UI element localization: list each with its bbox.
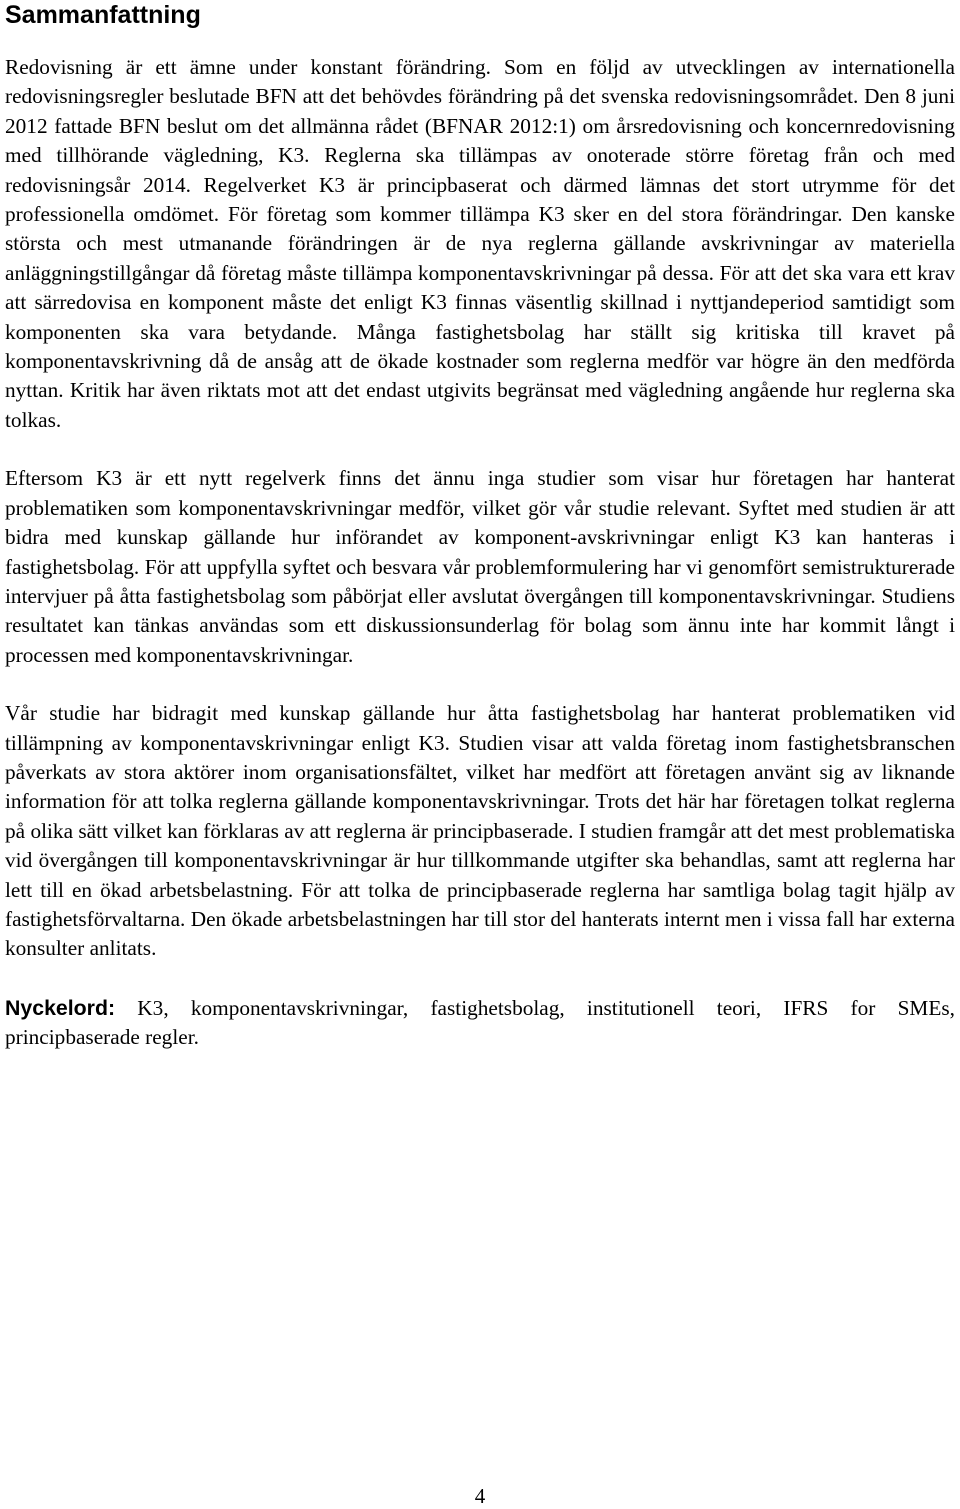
section-heading: Sammanfattning (5, 1, 201, 29)
paragraph-3: Vår studie har bidragit med kunskap gällande hur åtta fastighetsbolag har hanterat problematiken vid tillämpning av komponentavskrivningar enligt K3. Studien visar att valda företag inom fastighetsbranschen påverkats av stora aktörer inom organisationsfältet, vilket har medfört att företagen använt sig av liknande information för att tolka reglerna gällande komponentavskrivningar. Trots det här har företagen tolkat reglerna på olika sätt vilket kan förklaras av att reglerna är principbaserade. I studien framgår att det mest problematiska vid övergången till komponentavskrivningar är hur tillkommande utgifter ska behandlas, samt att reglerna har lett till en ökad arbetsbelastning. För att tolka de principbaserade reglerna har samtliga bolag tagit hjälp av fastighetsförvaltarna. Den ökade arbetsbelastningen har till stor del hanterats internt men i vissa fall har externa konsulter anlitats. (5, 701, 955, 961)
keywords-label: Nyckelord: (5, 995, 116, 1020)
paragraph-2: Eftersom K3 är ett nytt regelverk finns det ännu inga studier som visar hur företagen har hanterat problematiken som komponentavskrivningar medför, vilket gör vår studie relevant. Syftet med studien är att bidra med kunskap gällande hur införandet av komponent-avskrivningar enligt K3 kan hanteras i fastighetsbolag. För att uppfylla syftet och besvara vår problemformulering har vi genomfört semistrukturerade intervjuer på åtta fastighetsbolag som påbörjat eller avslutat övergången till komponentavskrivningar. Studiens resultatet kan tänkas användas som ett diskussionsunderlag för bolag som ännu inte har kommit långt i processen med komponentavskrivningar. (5, 466, 955, 667)
paragraph-1: Redovisning är ett ämne under konstant förändring. Som en följd av utvecklingen av internationella redovisningsregler beslutade BFN att det behövdes förändring på det svenska redovisningsområdet. Den 8 juni 2012 fattade BFN beslut om det allmänna rådet (BFNAR 2012:1) om årsredovisning och koncernredovisning med tillhörande vägledning, K3. Reglerna ska tillämpas av onoterade större företag från och med redovisningsår 2014. Regelverket K3 är principbaserat och därmed lämnas det stort utrymme för det professionella omdömet. För företag som kommer tillämpa K3 sker en del stora förändringar. Den kanske största och mest utmanande förändringen är de nya reglerna gällande avskrivningar av materiella anläggningstillgångar då företag måste tillämpa komponentavskrivningar på dessa. För att det ska vara ett krav att särredovisa en komponent måste det enligt K3 finnas väsentlig skillnad i nyttjandeperiod samtidigt som komponenten ska vara betydande. Många fastighetsbolag har ställt sig kritiska till kravet på komponentavskrivning då de ansåg att de ökade kostnader som reglerna medför var högre än den medförda nyttan. Kritik har även riktats mot att det endast utgivits begränsat med vägledning angående hur reglerna ska tolkas. (5, 55, 955, 432)
keywords-text: K3, komponentavskrivningar, fastighetsbolag, institutionell teori, IFRS for SMEs, principbaserade regler. (5, 995, 955, 1050)
page-number: 4 (474, 1484, 486, 1508)
document-page (5, 0, 955, 1053)
keywords-line (5, 994, 955, 1053)
